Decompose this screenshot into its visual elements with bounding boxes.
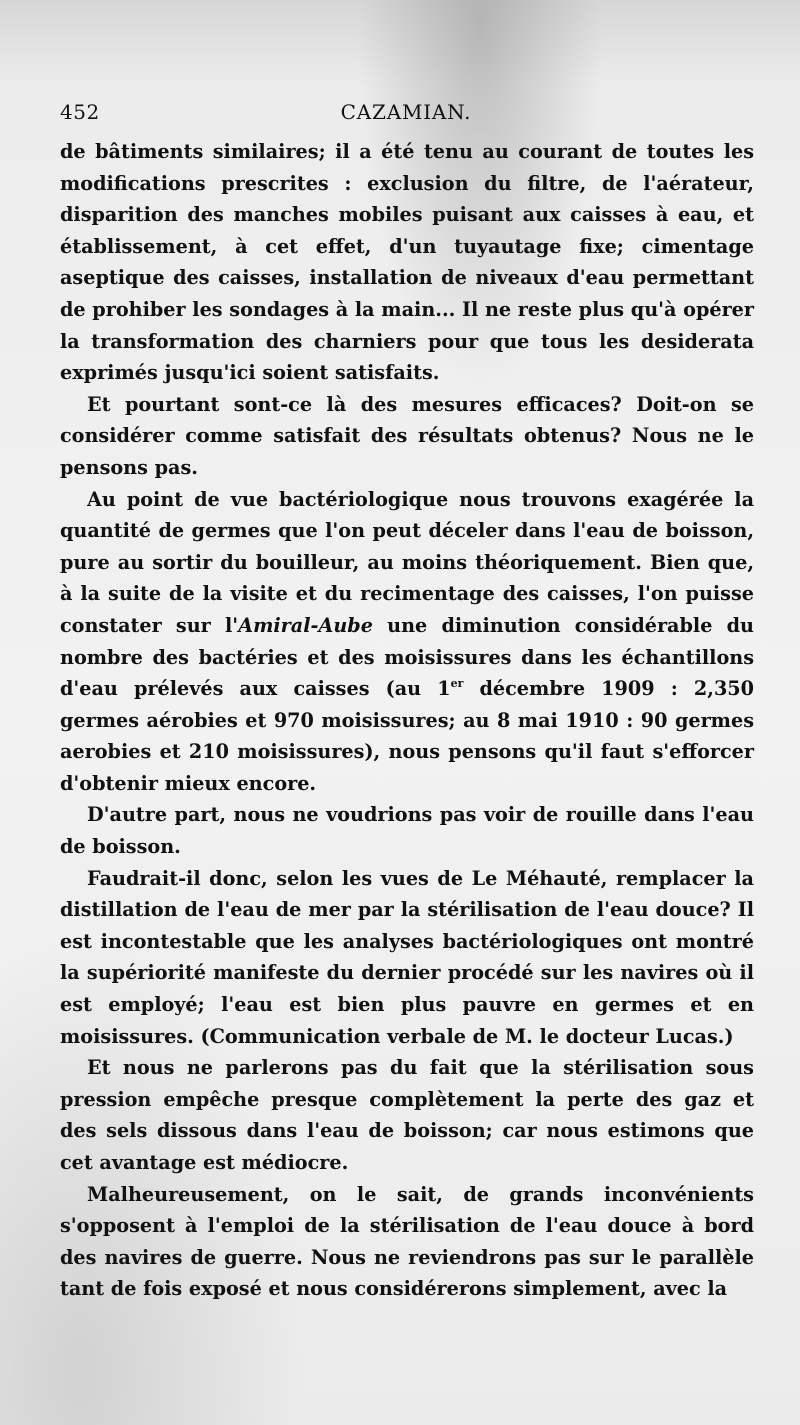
paragraph-6: Et nous ne parlerons pas du fait que la stérilisation sous pression empêche presque complètement la perte des gaz et des sels dissous dans l'eau de boisson; car nous estimons que cet avantage est médiocre. [60,1056,754,1174]
paragraph-3-text-a: Au point de vue bactériologique nous trouvons exagérée la quantité de germes que l'on peut déceler dans l'eau de boisson, pure au sortir du bouilleur, au moins théoriquement. Bien que, à la suite de la visite et du recimentage des caisses, l'on puisse constater sur l' [60,487,754,637]
paragraph-3 [60,484,754,800]
paragraph-5: Faudrait-il donc, selon les vues de Le Méhauté, remplacer la distillation de l'eau de mer par la stérilisation de l'eau douce? Il est incontestable que les analyses bactériologiques ont montré la supériorité manifeste du dernier procédé sur les navires où il est employé; l'eau est bien plus pauvre en germes et en moisissures. (Communication verbale de M. le docteur Lucas.) [60,866,754,1048]
ship-name: Amiral-Aube [238,613,373,637]
paragraph-4: D'autre part, nous ne voudrions pas voir de rouille dans l'eau de boisson. [60,803,754,859]
paragraph-3-text-c: décembre 1909 : 2,350 germes aérobies et 970 moisissures; au 8 mai 1910 : 90 germes aerobies et 210 moisissures), nous pensons qu'il faut s'efforcer d'obtenir mieux encore. [60,677,755,795]
paragraph-3-text-b: une diminution considérable du nombre des bactéries et des moisissures dans les échantillons d'eau prélevés aux caisses (au 1 [60,613,754,701]
body-text [60,136,754,1305]
ordinal-superscript: er [450,677,464,691]
page-number: 452 [60,100,100,124]
running-head: CAZAMIAN. [340,100,472,124]
page-header [60,100,752,130]
paragraph-1: de bâtiments similaires; il a été tenu au courant de toutes les modifications prescrites : exclusion du filtre, de l'aérateur, disparition des manches mobiles puisant aux caisses à eau, et établissement, à cet effet, d'un tuyautage fixe; cimentage aseptique des caisses, installation de niveaux d'eau permettant de prohiber les sondages à la main... Il ne reste plus qu'à opérer la transformation des charniers pour que tous les desiderata exprimés jusqu'ici soient satisfaits. [60,140,754,385]
paragraph-7: Malheureusement, on le sait, de grands inconvénients s'opposent à l'emploi de la stérilisation de l'eau douce à bord des navires de guerre. Nous ne reviendrons pas sur le parallèle tant de fois exposé et nous considérerons simplement, avec la [60,1182,754,1301]
paragraph-2: Et pourtant sont-ce là des mesures efficaces? Doit-on se considérer comme satisfait des résultats obtenus? Nous ne le pensons pas. [60,392,754,479]
